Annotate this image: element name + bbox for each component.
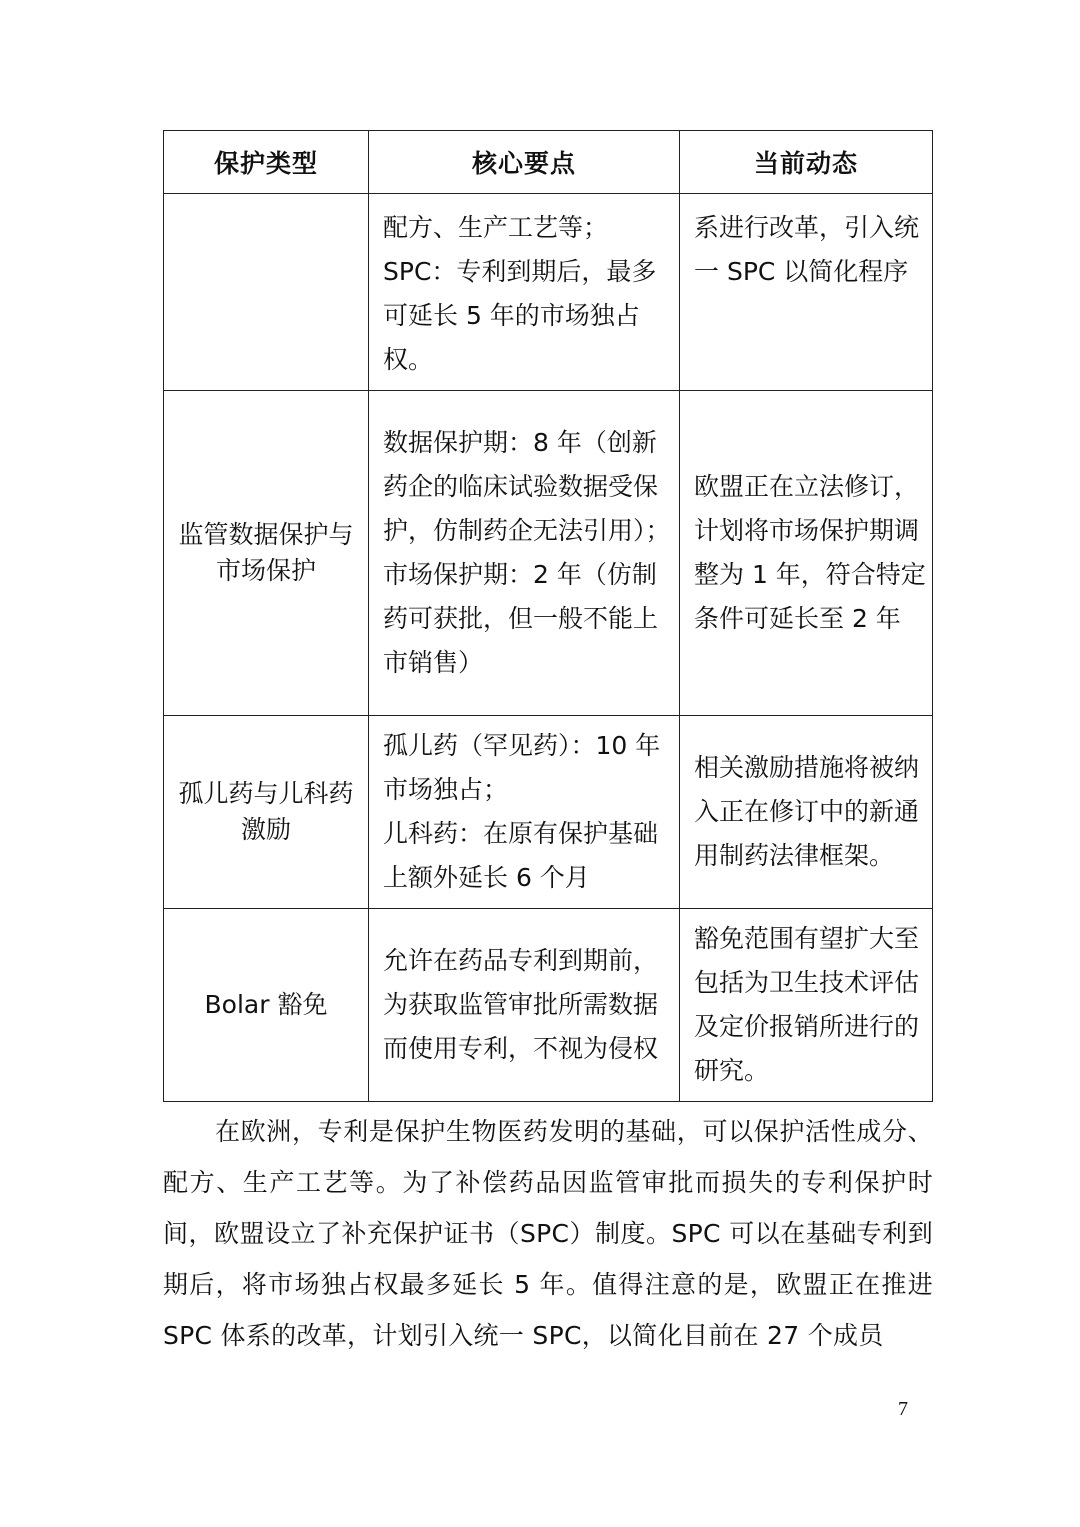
body-paragraph: 在欧洲，专利是保护生物医药发明的基础，可以保护活性成分、配方、生产工艺等。为了补偿药品因监管审批而损失的专利保护时间，欧盟设立了补充保护证书（SPC）制度。SPC 可以在基础专利到期后，将市场独占权最多延长 5 年。值得注意的是，欧盟正在推进 SPC 体系的改革，计划引入统一 SPC，以简化目前在 27 个成员 — [163, 1117, 933, 1350]
cell-current-status: 相关激励措施将被纳入正在修订中的新通用制药法律框架。 — [680, 716, 933, 909]
cell-protection-type: Bolar 豁免 — [164, 909, 369, 1102]
header-protection-type: 保护类型 — [164, 131, 369, 194]
cell-protection-type: 监管数据保护与市场保护 — [164, 391, 369, 716]
cell-protection-type: 孤儿药与儿科药激励 — [164, 716, 369, 909]
page-number: 7 — [898, 1398, 908, 1420]
header-core-points: 核心要点 — [369, 131, 680, 194]
cell-current-status: 欧盟正在立法修订，计划将市场保护期调整为 1 年，符合特定条件可延长至 2 年 — [680, 391, 933, 716]
cell-core-points: 孤儿药（罕见药）：10 年市场独占； 儿科药：在原有保护基础上额外延长 6 个月 — [369, 716, 680, 909]
cell-core-points: 允许在药品专利到期前，为获取监管审批所需数据而使用专利，不视为侵权 — [369, 909, 680, 1102]
header-current-status: 当前动态 — [680, 131, 933, 194]
table-row — [164, 194, 933, 391]
table-row — [164, 909, 933, 1102]
cell-current-status: 豁免范围有望扩大至包括为卫生技术评估及定价报销所进行的研究。 — [680, 909, 933, 1102]
cell-core-points: 数据保护期：8 年（创新药企的临床试验数据受保护，仿制药企无法引用）； 市场保护期：2 年（仿制药可获批，但一般不能上市销售） — [369, 391, 680, 716]
table-row — [164, 716, 933, 909]
cell-core-points: 配方、生产工艺等； SPC：专利到期后，最多可延长 5 年的市场独占权。 — [369, 194, 680, 391]
protection-table — [163, 130, 933, 1102]
cell-current-status: 系进行改革，引入统一 SPC 以简化程序 — [680, 194, 933, 391]
table-row — [164, 391, 933, 716]
table-header-row — [164, 131, 933, 194]
cell-protection-type — [164, 194, 369, 391]
